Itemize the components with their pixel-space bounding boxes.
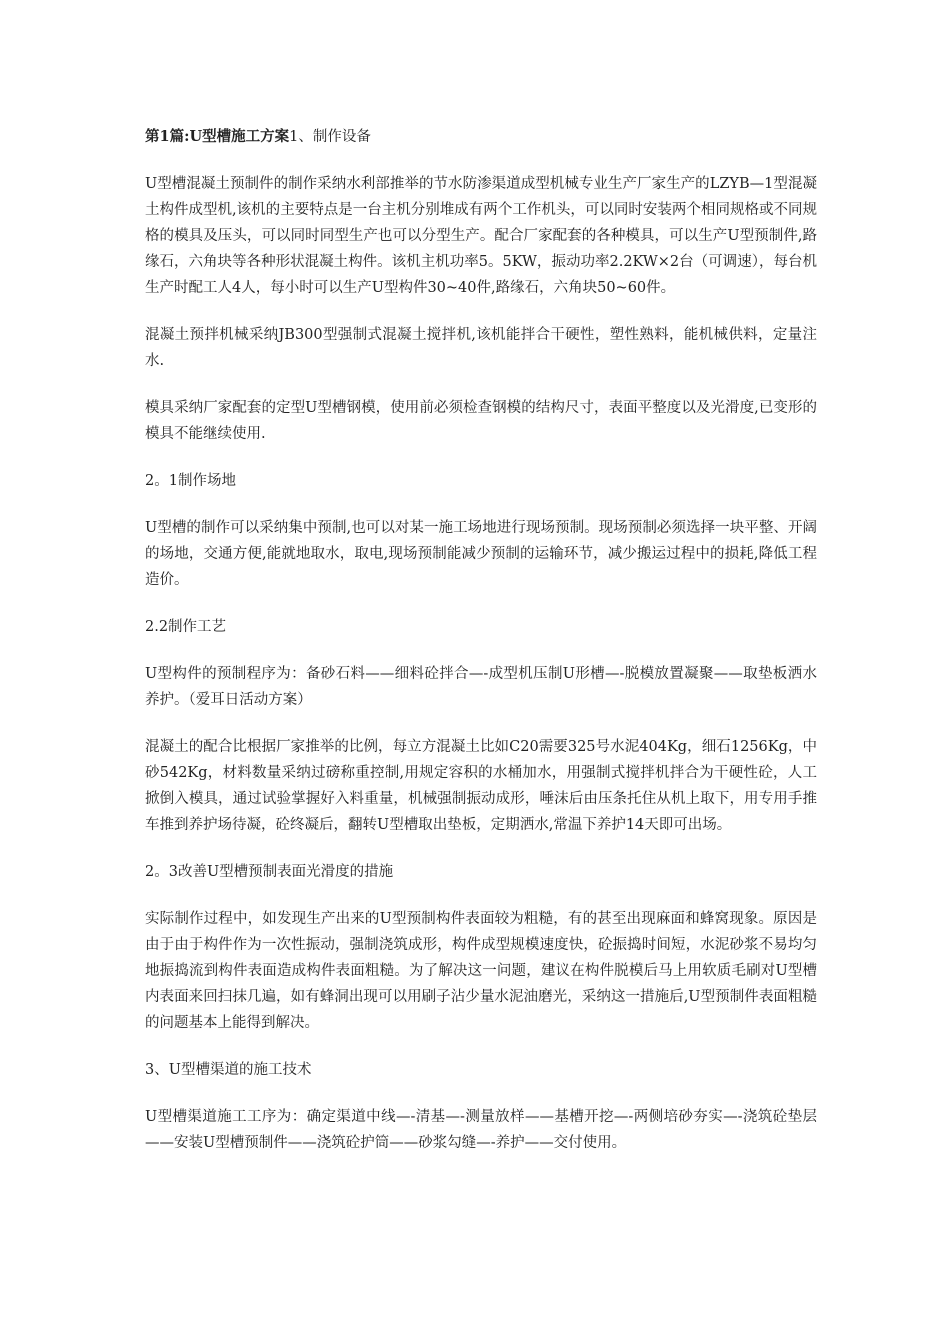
section-heading-smoothness: 2。3改善U型槽预制表面光滑度的措施 [145,864,394,880]
section-heading-construction: 3、U型槽渠道的施工技术 [145,1062,312,1078]
paragraph-construction: U型槽渠道施工工序为：确定渠道中线—-清基—-测量放样——基槽开挖—-两侧培砂夯实—-浇筑砼垫层——安装U型槽预制件——浇筑砼护筒——砂浆勾缝—-养护——交付使用。 [145,1109,817,1151]
paragraph-equipment-machine: U型槽混凝土预制件的制作采纳水利部推举的节水防渗渠道成型机械专业生产厂家生产的LZYB—1型混凝土构件成型机,该机的主要特点是一台主机分别堆成有两个工作机头，可以同时安装两个相同规格或不同规格的模具及压头，可以同时同型生产也可以分型生产。配合厂家配套的各种模具，可以生产U型预制件,路缘石，六角块等各种形状混凝土构件。该机主机功率5。5KW，振动功率2.2KW×2台（可调速），每台机生产时配工人4人，每小时可以生产U型构件30~40件,路缘石，六角块50~60件。 [145,176,817,296]
paragraph-process: U型构件的预制程序为：备砂石料——细料砼拌合—-成型机压制U形槽—-脱模放置凝聚——取垫板洒水养护。（爱耳日活动方案） [145,666,817,708]
section-heading-site: 2。1制作场地 [145,473,236,489]
section-heading-equipment: 1、制作设备 [289,129,371,145]
paragraph-smoothness: 实际制作过程中，如发现生产出来的U型预制构件表面较为粗糙，有的甚至出现麻面和蜂窝现象。原因是由于由于构件作为一次性振动，强制浇筑成形，构件成型规模速度快，砼振捣时间短，水泥砂浆不易均匀地振捣流到构件表面造成构件表面粗糙。为了解决这一问题，建议在构件脱模后马上用软质毛刷对U型槽内表面来回扫抹几遍，如有蜂洞出现可以用刷子沾少量水泥油磨光，采纳这一措施后,U型预制件表面粗糙的问题基本上能得到解决。 [145,911,817,1031]
document-page [145,124,817,1177]
paragraph-mix-ratio: 混凝土的配合比根据厂家推举的比例，每立方混凝土比如C20需要325号水泥404Kg，细石1256Kg，中砂542Kg，材料数量采纳过磅称重控制,用规定容积的水桶加水，用强制式搅拌机拌合为干硬性砼，人工掀倒入模具，通过试验掌握好入料重量，机械强制振动成形，唾沫后由压条托住从机上取下，用专用手推车推到养护场待凝，砼终凝后，翻转U型槽取出垫板，定期洒水,常温下养护14天即可出场。 [145,739,817,833]
paragraph-molds: 模具采纳厂家配套的定型U型槽钢模，使用前必须检查钢模的结构尺寸，表面平整度以及光滑度,已变形的模具不能继续使用. [145,400,817,442]
paragraph-mixer: 混凝土预拌机械采纳JB300型强制式混凝土搅拌机,该机能拌合干硬性，塑性熟料，能机械供料，定量注水. [145,327,817,369]
paragraph-site: U型槽的制作可以采纳集中预制,也可以对某一施工场地进行现场预制。现场预制必须选择一块平整、开阔的场地，交通方便,能就地取水，取电,现场预制能减少预制的运输环节，减少搬运过程中的损耗,降低工程造价。 [145,520,817,588]
document-title: 第1篇:U型槽施工方案 [145,128,290,145]
section-heading-process: 2.2制作工艺 [145,619,227,635]
document-title-line [145,124,817,150]
